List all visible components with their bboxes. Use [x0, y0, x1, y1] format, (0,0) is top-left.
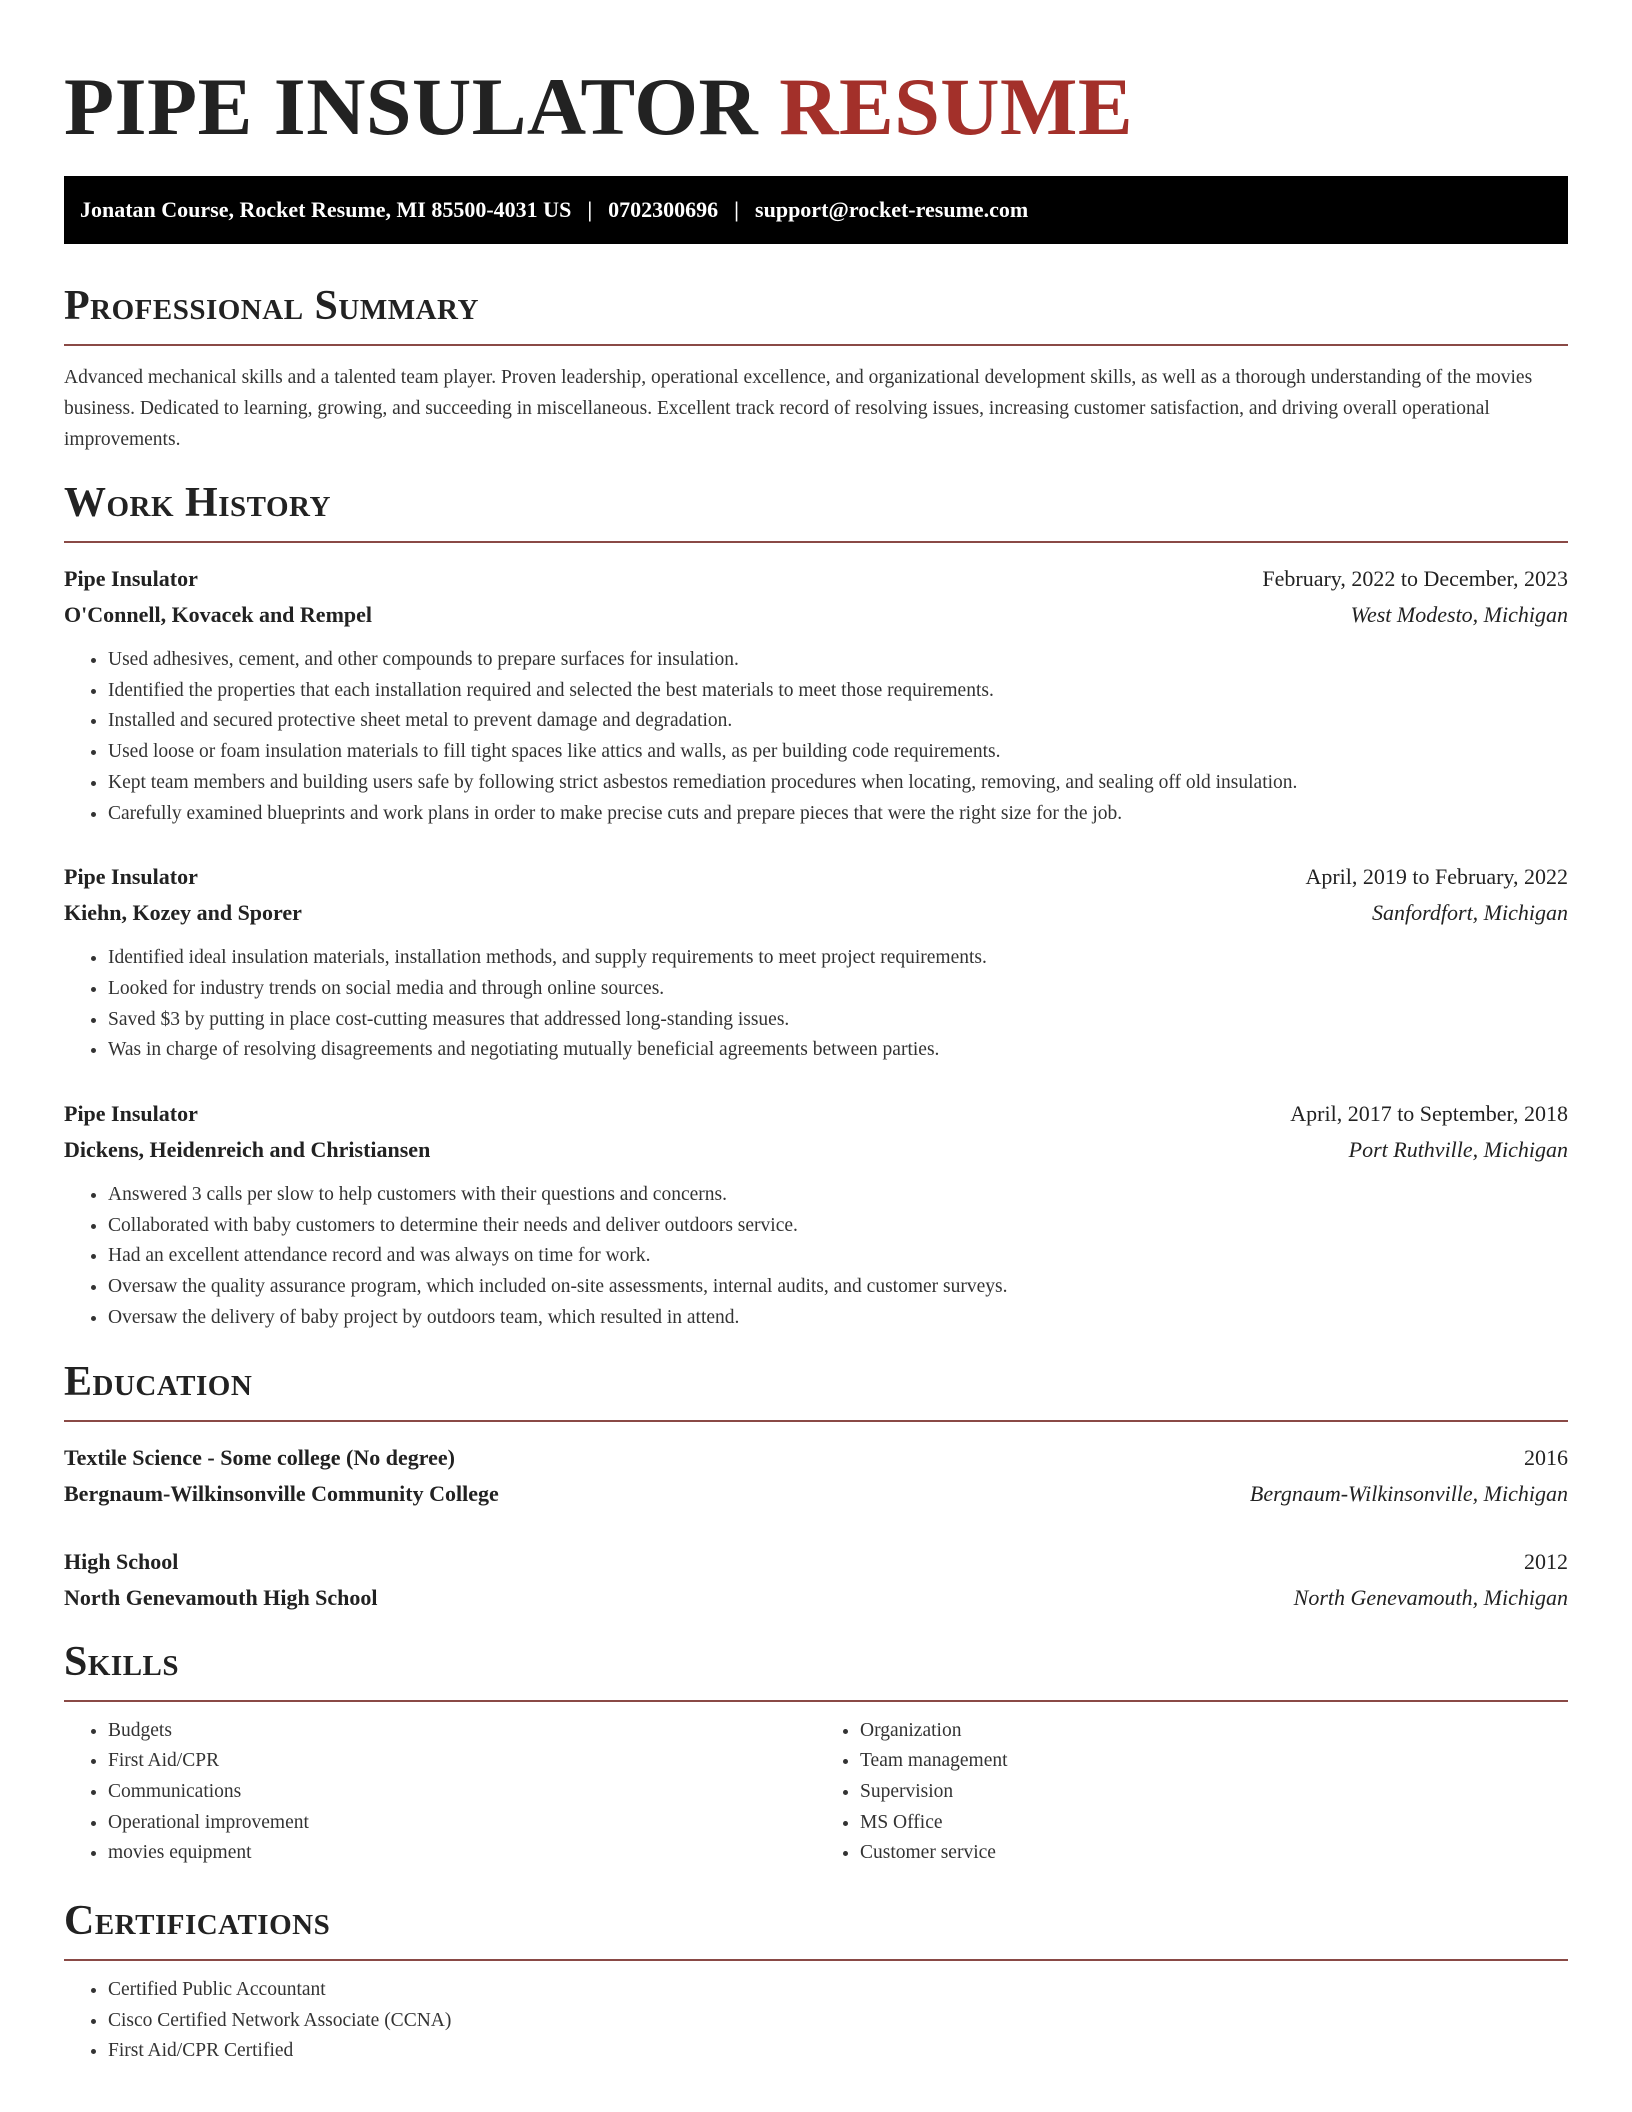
- section-rule: [64, 1700, 1568, 1702]
- skills-list-left: [64, 1716, 816, 1870]
- list-item: • Team management: [860, 1746, 1568, 1777]
- certifications-section: [64, 1893, 1568, 2067]
- list-item: • Was in charge of resolving disagreements and negotiating mutually beneficial agreements between parties.: [108, 1035, 1568, 1066]
- list-item: • Cisco Certified Network Associate (CCNA): [108, 2006, 1568, 2037]
- education-school: Bergnaum-Wilkinsonville Community College: [64, 1480, 499, 1506]
- contact-separator: |: [587, 197, 593, 222]
- list-item: • First Aid/CPR: [108, 1746, 816, 1777]
- education-degree: High School: [64, 1548, 179, 1574]
- job-title: Pipe Insulator: [64, 1101, 198, 1127]
- job-company: Dickens, Heidenreich and Christiansen: [64, 1137, 431, 1163]
- work-section: [64, 475, 1568, 1334]
- education-school: North Genevamouth High School: [64, 1584, 378, 1610]
- contact-separator: |: [734, 197, 740, 222]
- job-title: Pipe Insulator: [64, 566, 198, 591]
- skills-list-right: [816, 1716, 1568, 1870]
- skills-section: [64, 1634, 1568, 1870]
- job-company-row: [64, 597, 1568, 633]
- list-item: • Operational improvement: [108, 1808, 816, 1839]
- education-header-row: [64, 1544, 1568, 1580]
- list-item: • movies equipment: [108, 1838, 816, 1869]
- list-item: • Kept team members and building users safe by following strict asbestos remediation procedures when locating, removing, and sealing off old insulation.: [108, 768, 1568, 799]
- list-item: • Budgets: [108, 1716, 816, 1747]
- job-bullets: [64, 943, 1568, 1066]
- education-year: 2016: [1524, 1444, 1568, 1470]
- education-header-row: [64, 1440, 1568, 1476]
- list-item: • Oversaw the quality assurance program, which included on-site assessments, internal audits, and customer surveys.: [108, 1272, 1568, 1303]
- list-item: • First Aid/CPR Certified: [108, 2036, 1568, 2067]
- list-item: • Looked for industry trends on social media and through online sources.: [108, 974, 1568, 1005]
- job-header-row: [64, 1096, 1568, 1132]
- education-location: Bergnaum-Wilkinsonville, Michigan: [1249, 1480, 1568, 1506]
- section-heading-certifications: Certifications: [64, 1898, 331, 1945]
- education-entry: [64, 1440, 1568, 1512]
- list-item: • Collaborated with baby customers to determine their needs and deliver outdoors service.: [108, 1211, 1568, 1242]
- contact-bar: [64, 176, 1568, 244]
- section-heading-education: Education: [64, 1358, 253, 1405]
- section-heading-work: Work History: [64, 480, 331, 526]
- job-header-row: [64, 859, 1568, 895]
- job-company: Kiehn, Kozey and Sporer: [64, 900, 302, 926]
- list-item: • Customer service: [860, 1838, 1568, 1869]
- list-item: • Installed and secured protective sheet metal to prevent damage and degradation.: [108, 706, 1568, 737]
- job-company: O'Connell, Kovacek and Rempel: [64, 602, 373, 627]
- job-bullets: [64, 1180, 1568, 1334]
- education-entry: [64, 1544, 1568, 1616]
- list-item: • Supervision: [860, 1777, 1568, 1808]
- skills-grid: [64, 1716, 1568, 1870]
- education-school-row: [64, 1580, 1568, 1616]
- education-school-row: [64, 1476, 1568, 1512]
- contact-email: support@rocket-resume.com: [755, 197, 1029, 222]
- certifications-list: [64, 1975, 1568, 2067]
- list-item: • Certified Public Accountant: [108, 1975, 1568, 2006]
- job-bullets: [64, 645, 1568, 829]
- job-entry: [64, 561, 1568, 829]
- job-dates: April, 2017 to September, 2018: [1290, 1101, 1568, 1127]
- job-title: Pipe Insulator: [64, 864, 198, 890]
- contact-address: Jonatan Course, Rocket Resume, MI 85500-4031 US: [80, 197, 572, 222]
- job-dates: February, 2022 to December, 2023: [1262, 566, 1568, 591]
- job-company-row: [64, 1132, 1568, 1168]
- list-item: • Answered 3 calls per slow to help customers with their questions and concerns.: [108, 1180, 1568, 1211]
- job-location: West Modesto, Michigan: [1350, 602, 1568, 627]
- education-section: [64, 1354, 1568, 1616]
- summary-section: [64, 278, 1568, 455]
- resume-title: [64, 0, 1568, 152]
- list-item: • Oversaw the delivery of baby project by outdoors team, which resulted in attend.: [108, 1303, 1568, 1334]
- list-item: • MS Office: [860, 1808, 1568, 1839]
- education-location: North Genevamouth, Michigan: [1293, 1584, 1568, 1610]
- section-rule: [64, 541, 1568, 543]
- job-location: Sanfordfort, Michigan: [1372, 900, 1568, 926]
- list-item: • Had an excellent attendance record and was always on time for work.: [108, 1241, 1568, 1272]
- list-item: • Used adhesives, cement, and other compounds to prepare surfaces for insulation.: [108, 645, 1568, 676]
- list-item: • Communications: [108, 1777, 816, 1808]
- education-degree: Textile Science - Some college (No degree): [64, 1444, 455, 1470]
- job-entry: [64, 1096, 1568, 1334]
- title-main: PIPE INSULATOR: [64, 61, 759, 152]
- job-header-row: [64, 561, 1568, 597]
- list-item: • Used loose or foam insulation materials to fill tight spaces like attics and walls, as per building code requirements.: [108, 737, 1568, 768]
- section-rule: [64, 344, 1568, 346]
- job-dates: April, 2019 to February, 2022: [1305, 864, 1568, 890]
- contact-phone: 0702300696: [608, 197, 719, 222]
- section-rule: [64, 1420, 1568, 1422]
- section-heading-summary: Professional Summary: [64, 283, 479, 329]
- section-heading-skills: Skills: [64, 1638, 180, 1685]
- list-item: • Organization: [860, 1716, 1568, 1747]
- education-year: 2012: [1524, 1548, 1568, 1574]
- job-entry: [64, 859, 1568, 1066]
- title-accent: RESUME: [779, 61, 1134, 152]
- job-company-row: [64, 895, 1568, 931]
- job-location: Port Ruthville, Michigan: [1348, 1137, 1568, 1163]
- summary-text: Advanced mechanical skills and a talented team player. Proven leadership, operational excellence, and organizational development skills, as well as a thorough understanding of the movies business. Dedicated to learning, growing, and succeeding in miscellaneous. Excellent track record of resolving issues, increasing customer satisfaction, and driving overall operational improvements.: [64, 367, 1533, 450]
- section-rule: [64, 1959, 1568, 1961]
- list-item: • Identified ideal insulation materials, installation methods, and supply requirements to meet project requirements.: [108, 943, 1568, 974]
- list-item: • Identified the properties that each installation required and selected the best materials to meet those requirements.: [108, 676, 1568, 707]
- list-item: • Carefully examined blueprints and work plans in order to make precise cuts and prepare pieces that were the right size for the job.: [108, 799, 1568, 830]
- list-item: • Saved $3 by putting in place cost-cutting measures that addressed long-standing issues.: [108, 1005, 1568, 1036]
